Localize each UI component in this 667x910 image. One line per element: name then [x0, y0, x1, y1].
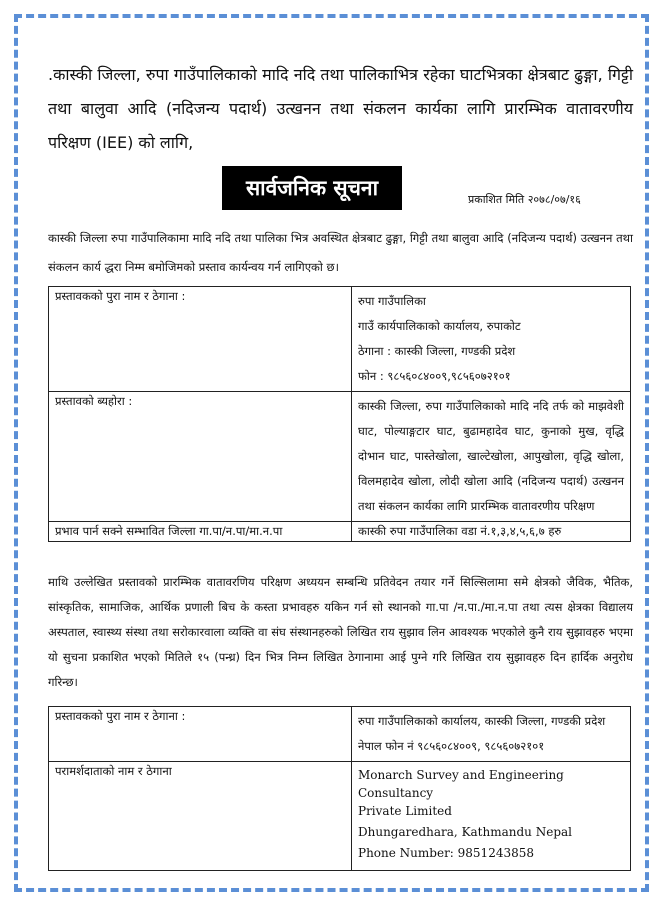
address-line: ठेगाना : कास्की जिल्ला, गण्डकी प्रदेश [358, 344, 516, 358]
consultant-line: Monarch Survey and Engineering Consultancy [358, 768, 564, 800]
notice-title: सार्वजनिक सूचना [222, 166, 402, 210]
contact-table [48, 706, 631, 871]
consultant-line: Dhungaredhara, Kathmandu Nepal [358, 825, 572, 839]
consultant-contact [352, 762, 631, 871]
notice-heading: .कास्की जिल्ला, रुपा गाउँपालिकाको मादि नदि तथा पालिकाभित्र रहेका घाटभित्रका क्षेत्रबाट ढुङ्गा, गिट्टी तथा बालुवा आदि (नदिजन्य पदार्थ) उत्खनन तथा संकलन कार्यका लागि प्रारम्भिक वातावरणीय परिक्षण (IEE) को लागि, [48, 65, 633, 152]
table-row [49, 287, 631, 392]
address-line: फोन : ९८५६०८४००९,९८५६०७२१०१ [358, 369, 511, 383]
table-row [49, 392, 631, 522]
body-paragraph: माथि उल्लेखित प्रस्तावको प्रारम्भिक वातावरणिय परिक्षण अध्ययन सम्बन्धि प्रतिवेदन तयार गर्ने सिल्सिलामा समे क्षेत्रको जैविक, भैतिक, सांस्कृतिक, सामाजिक, आर्थिक प्रणाली बिच के कस्ता प्रभावहरु यकिन गर्न सो स्थानको गा.पा /न.पा./मा.न.पा तथा त्यस क्षेत्रका विद्यालय अस्पताल, स्वास्थ्य संस्था तथा सरोकारवाला व्यक्ति वा संघ संस्थानहरुको लिखित राय सुझाव लिन आवश्यक भएकोले कुनै राय सुझावहरु भएमा यो सुचना प्रकाशित भएको मितिले १५ (पन्ध्र) दिन भित्र निम्न लिखित ठेगानामा आई पुग्ने गरि लिखित राय सुझावहरु दिन हार्दिक अनुरोध गरिन्छ। [48, 575, 633, 689]
proposer-label: प्रस्तावकको पुरा नाम र ठेगाना : [49, 287, 352, 392]
published-date: प्रकाशित मिति २०७८/०७/१६ [468, 193, 581, 206]
proposer-label: प्रस्तावकको पुरा नाम र ठेगाना : [49, 707, 352, 762]
intro-paragraph: कास्की जिल्ला रुपा गाउँपालिकामा मादि नदि तथा पालिका भित्र अवस्थित क्षेत्रबाट ढुङ्गा, गिट्टी तथा बालुवा आदि (नदिजन्य पदार्थ) उत्खनन तथा संकलन कार्य द्धरा निम्म बमोजिमको प्रस्ताव कार्यन्वय गर्न लागिएको छ। [48, 231, 633, 274]
proposal-detail-label: प्रस्तावको ब्यहोरा : [49, 392, 352, 522]
address-line: रुपा गाउँपालिका [358, 294, 426, 308]
affected-area-label: प्रभाव पार्न सक्ने सम्भावित जिल्ला गा.पा/न.पा/मा.न.पा [49, 522, 352, 542]
proposer-contact [352, 707, 631, 762]
table-row [49, 522, 631, 542]
consultant-label: परामर्शदाताको नाम र ठेगाना [49, 762, 352, 871]
table-row [49, 762, 631, 871]
consultant-line: Private Limited [358, 804, 452, 818]
proposal-detail-text: कास्की जिल्ला, रुपा गाउँपालिकाको मादि नदि तर्फ को माझवेशी घाट, पोल्याङ्गटार घाट, बुढामहादेव घाट, कुनाको मुख, वृद्धि दोभान घाट, पास्तेखोला, खाल्टेखोला, आपुखोला, वृद्धि खोला, विलमहादेव खोला, लोदी खोला आदि (नदिजन्य पदार्थ) उत्खनन तथा संकलन कार्यका लागि प्रारम्भिक वातावरणीय परिक्षण [358, 399, 624, 513]
affected-area-value: कास्की रुपा गाउँपालिका वडा नं.१,३,४,५,६,७ हरु [352, 522, 631, 542]
consultant-phone: Phone Number: 9851243858 [358, 846, 535, 860]
proposer-address [352, 287, 631, 392]
proposal-detail [352, 392, 631, 522]
address-line: गाउँ कार्यपालिकाको कार्यालय, रुपाकोट [358, 319, 521, 333]
table-row [49, 707, 631, 762]
contact-line: नेपाल फोन नं ९८५६०८४००९, ९८५६०७२१०१ [358, 739, 545, 753]
proposal-table [48, 286, 631, 542]
contact-line: रुपा गाउँपालिकाको कार्यालय, कास्की जिल्ला, गण्डकी प्रदेश [358, 714, 606, 728]
